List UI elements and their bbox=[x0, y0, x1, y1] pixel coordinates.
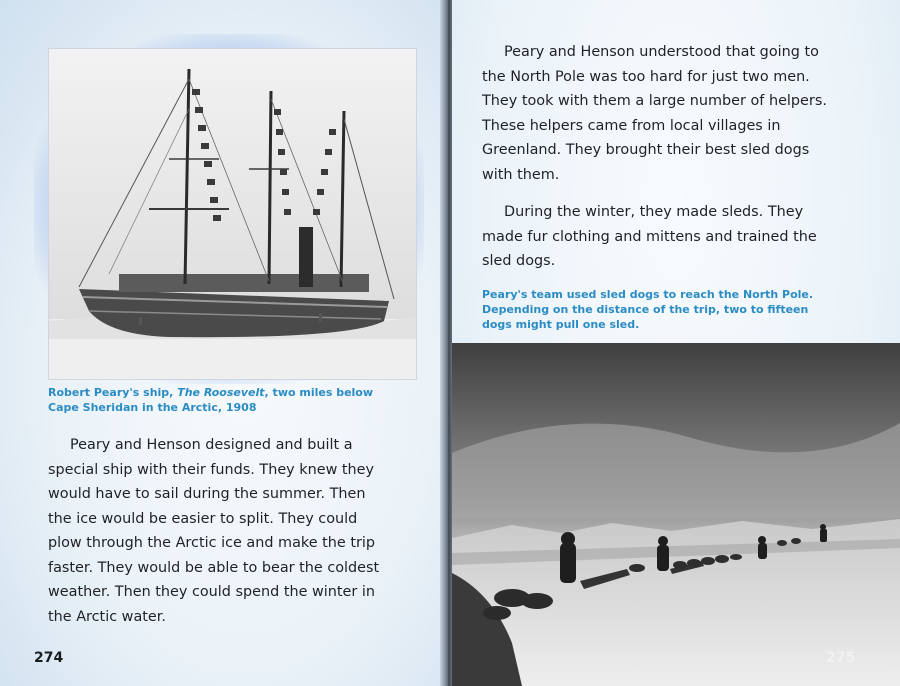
right-paragraph-2: During the winter, they made sleds. They made fur clothing and mittens and trained the sled dogs. bbox=[482, 204, 817, 269]
left-page bbox=[0, 0, 446, 686]
ship-name: The Roosevelt bbox=[177, 386, 265, 399]
sled-photo-caption: Peary's team used sled dogs to reach the North Pole. Depending on the distance of the trip, two to fifteen dogs might pull one sled. bbox=[482, 288, 814, 331]
right-paragraph-1: Peary and Henson understood that going to the North Pole was too hard for just two men. They took with them a large number of helpers. These helpers came from local villages in Greenland. They brought their best sled dogs with them. bbox=[482, 44, 827, 183]
sled-team-illustration bbox=[452, 343, 900, 686]
page-number-right: 275 bbox=[826, 650, 856, 666]
ship-illustration bbox=[49, 49, 416, 379]
left-paragraph: Peary and Henson designed and built a special ship with their funds. They knew they would have to sail during the summer. Then the ice would be easier to split. They could plow through the Arctic ice and make the trip faster. They would be able to bear the coldest weather. Then they could spend the winter in the Arctic water. bbox=[48, 437, 380, 625]
ship-photo bbox=[48, 48, 417, 380]
sled-dogs-photo bbox=[452, 343, 900, 686]
ship-photo-caption: Robert Peary's ship, The Roosevelt, two miles below Cape Sheridan in the Arctic, 1908 bbox=[48, 386, 374, 414]
page-number-left: 274 bbox=[34, 650, 64, 666]
